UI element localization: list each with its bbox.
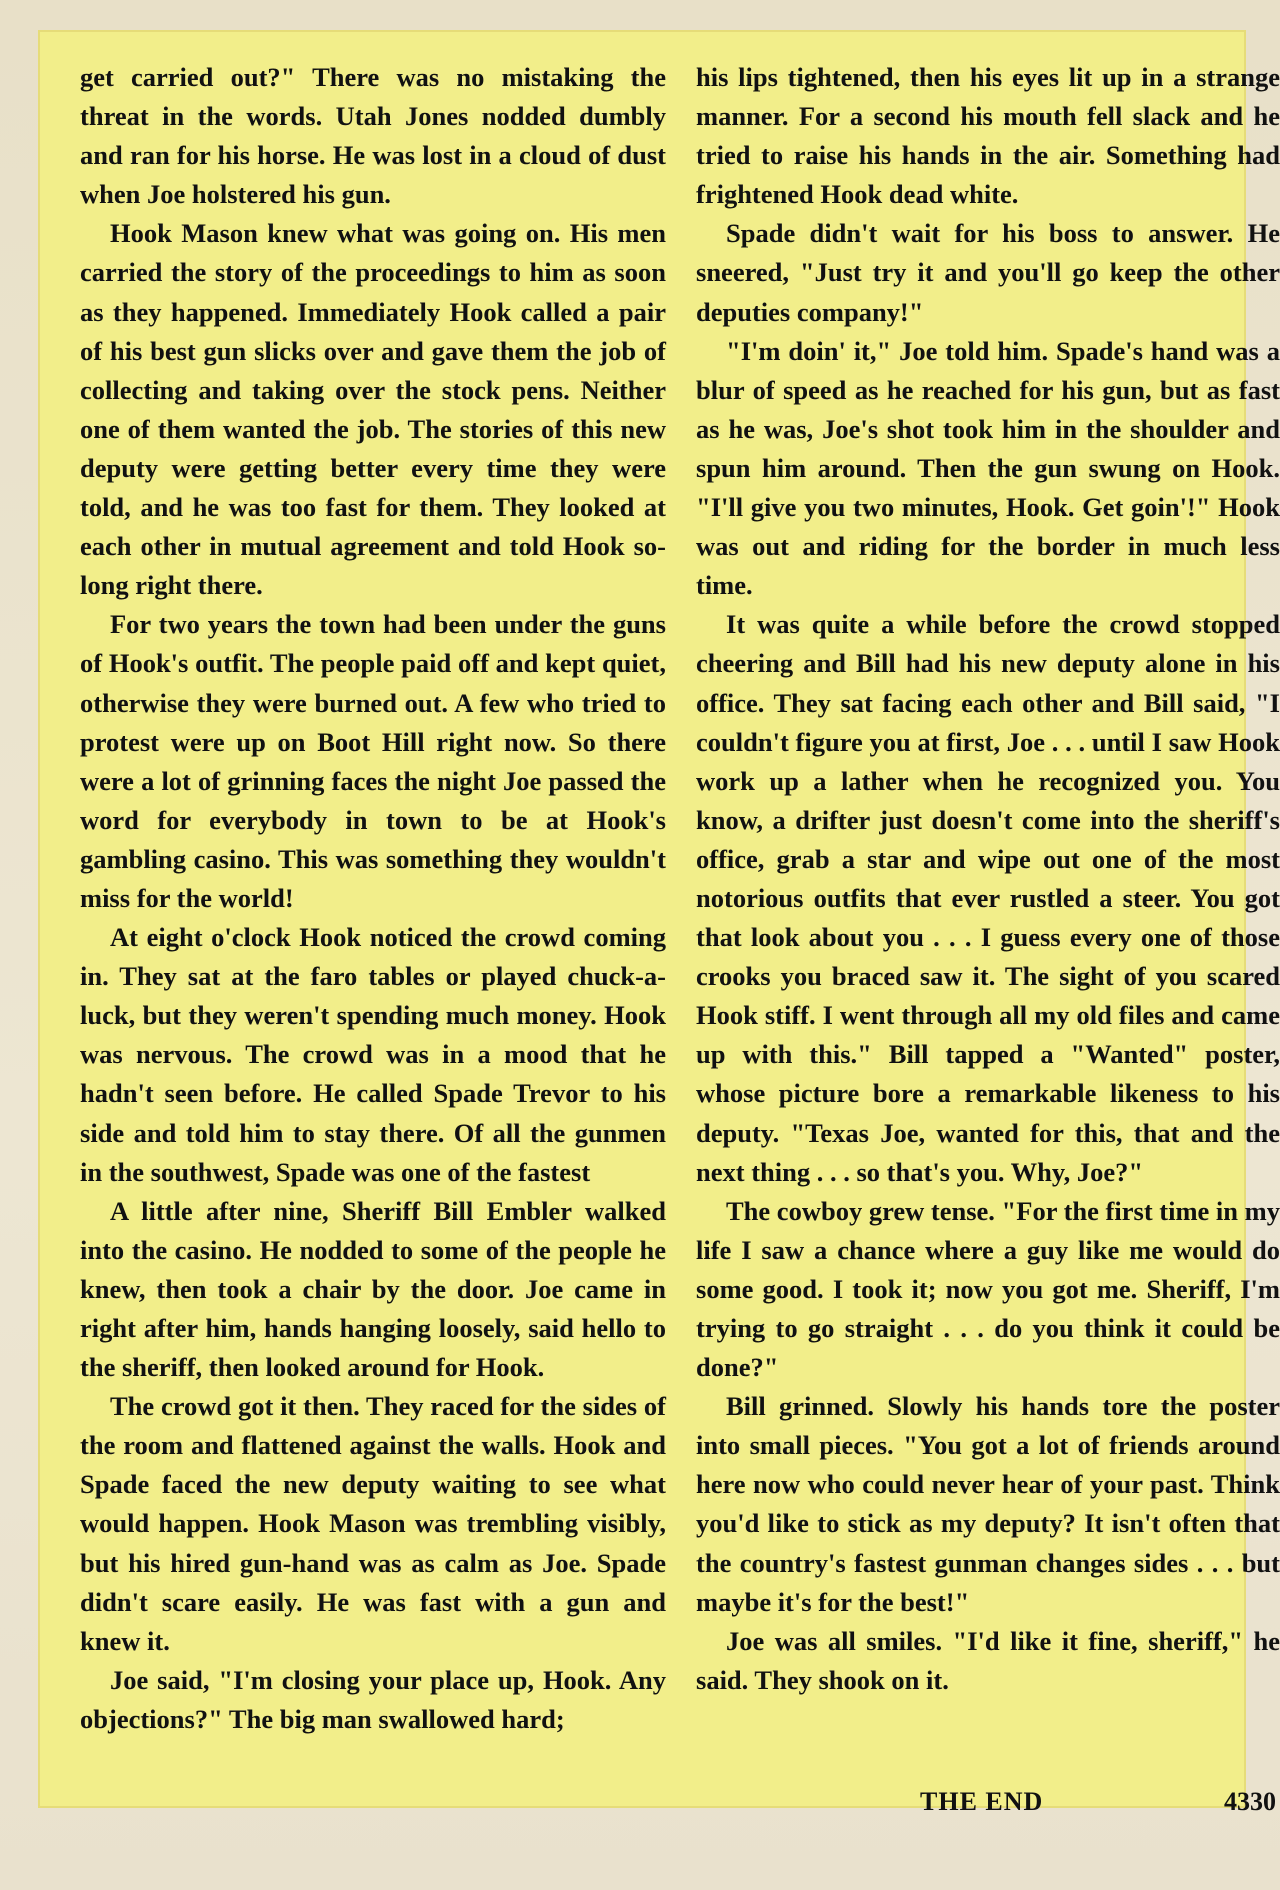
right-column — [696, 58, 1280, 1700]
paragraph: his lips tightened, then his eyes lit up in a strange manner. For a second his mouth fell slack and he tried to raise his hands in the air. Something had frightened Hook dead white. — [696, 62, 1280, 210]
end-title: THE END — [920, 1787, 1044, 1816]
paragraph: At eight o'clock Hook noticed the crowd coming in. They sat at the faro tables or played chuck-a-luck, but they weren't spending much money. Hook was nervous. The crowd was in a mood that he hadn't seen before. He called Spade Trevor to his side and told him to stay there. Of all the gunmen in the southwest, Spade was one of the fastest — [80, 922, 666, 1187]
paragraph: The cowboy grew tense. "For the first time in my life I saw a chance where a guy like me would do some good. I took it; now you got me. Sheriff, I'm trying to go straight . . . do you think it could be done?" — [696, 1195, 1280, 1383]
paragraph: Joe said, "I'm closing your place up, Hook. Any objections?" The big man swallowed hard; — [80, 1664, 666, 1734]
paragraph: "I'm doin' it," Joe told him. Spade's hand was a blur of speed as he reached for his gun, but as fast as he was, Joe's shot took him in the shoulder and spun him around. Then the gun swung on Hook. "I'll give you two minutes, Hook. Get goin'!" Hook was out and riding for the border in much less time. — [696, 335, 1280, 601]
story-footer — [696, 1787, 1280, 1827]
paragraph: It was quite a while before the crowd stopped cheering and Bill had his new deputy alone in his office. They sat facing each other and Bill said, "I couldn't figure you at first, Joe . . . until I saw Hook work up a lather when he recognized you. You know, a drifter just doesn't come into the sheriff's office, grab a star and wipe out one of the most notorious outfits that ever rustled a steer. You got that look about you . . . I guess every one of those crooks you braced saw it. The sight of you scared Hook stiff. I went through all my old files and came up with this." Bill tapped a "Wanted" poster, whose picture bore a remarkable likeness to his deputy. "Texas Joe, wanted for this, that and the next thing . . . so that's you. Why, Joe?" — [696, 609, 1280, 1187]
paragraph: For two years the town had been under the guns of Hook's outfit. The people paid off and kept quiet, otherwise they were burned out. A few who tried to protest were up on Boot Hill right now. So there were a lot of grinning faces the night Joe passed the word for everybody in town to be at Hook's gambling casino. This was something they wouldn't miss for the world! — [80, 609, 666, 913]
page-number: 4330 — [1224, 1787, 1276, 1816]
paragraph: Bill grinned. Slowly his hands tore the poster into small pieces. "You got a lot of friends around here now who could never hear of your past. Think you'd like to stick as my deputy? It isn't often that the country's fastest gunman changes sides . . . but maybe it's for the best!" — [696, 1391, 1280, 1617]
text-panel — [38, 30, 1280, 1816]
paragraph: Hook Mason knew what was going on. His men carried the story of the proceedings to him as soon as they happened. Immediately Hook called a pair of his best gun slicks over and gave them the job of collecting and taking over the stock pens. Neither one of them wanted the job. The stories of this new deputy were getting better every time they were told, and he was too fast for them. They looked at each other in mutual agreement and told Hook so-long right there. — [80, 218, 666, 601]
paragraph: A little after nine, Sheriff Bill Embler walked into the casino. He nodded to some of the people he knew, then took a chair by the door. Joe came in right after him, hands hanging loosely, said hello to the sheriff, then looked around for Hook. — [80, 1195, 666, 1383]
left-column — [80, 58, 666, 1739]
paragraph: Spade didn't wait for his boss to answer. He sneered, "Just try it and you'll go keep the other deputies company!" — [696, 218, 1280, 327]
paragraph: Joe was all smiles. "I'd like it fine, sheriff," he said. They shook on it. — [696, 1625, 1280, 1695]
paragraph: The crowd got it then. They raced for the sides of the room and flattened against the walls. Hook and Spade faced the new deputy waiting to see what would happen. Hook Mason was trembling visibly, but his hired gun-hand was as calm as Joe. Spade didn't scare easily. He was fast with a gun and knew it. — [80, 1391, 666, 1656]
paragraph: get carried out?" There was no mistaking the threat in the words. Utah Jones nodded dumbly and ran for his horse. He was lost in a cloud of dust when Joe holstered his gun. — [80, 62, 666, 210]
